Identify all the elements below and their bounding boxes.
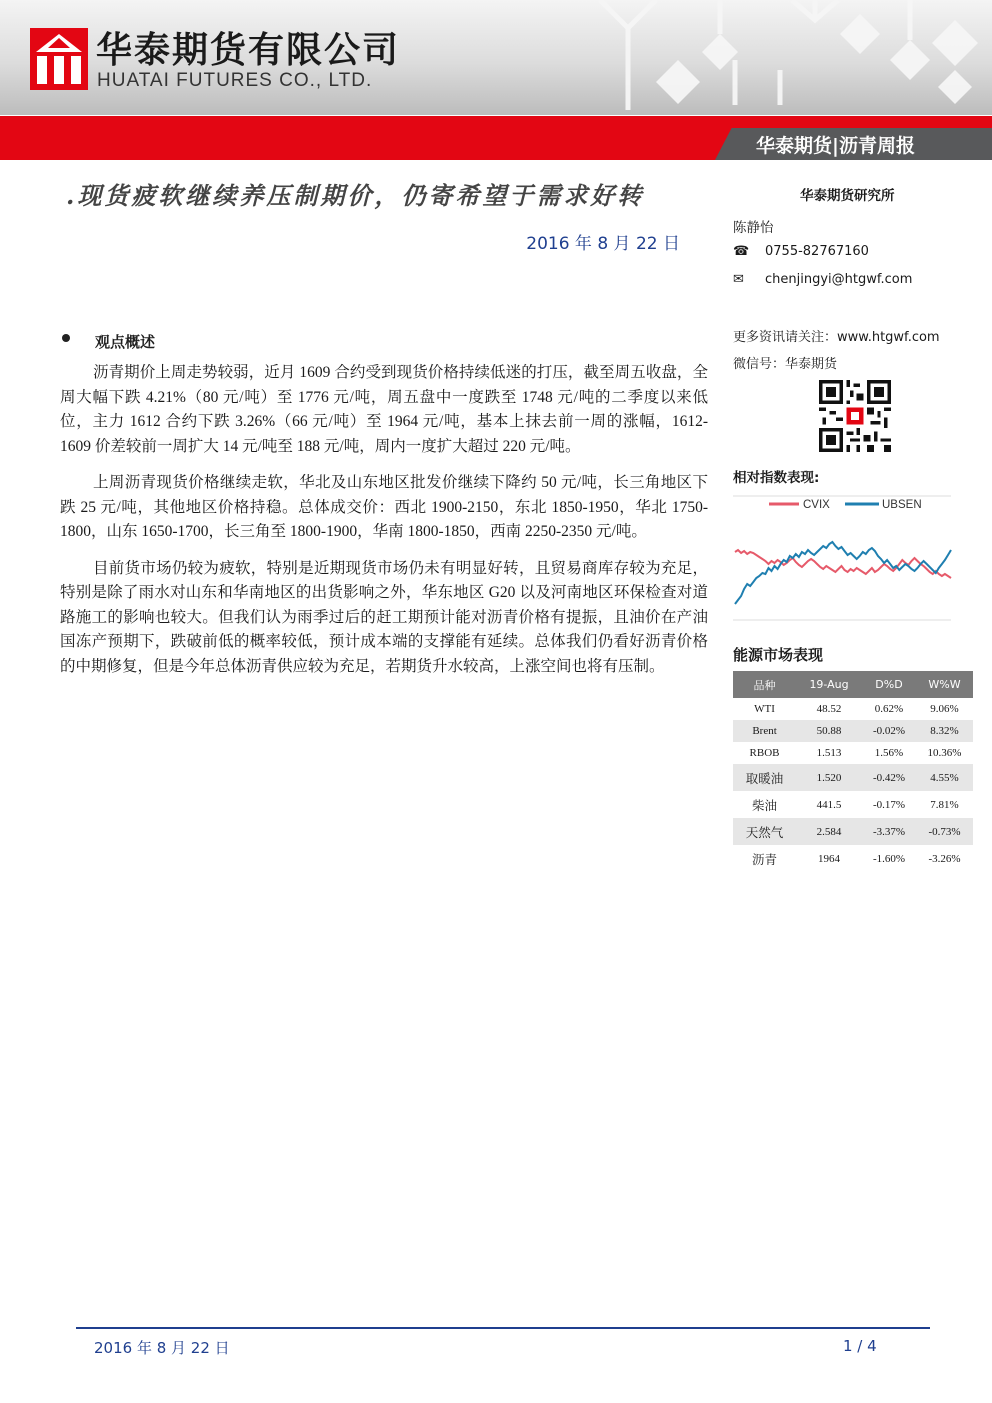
phone-number: 0755-82767160 [765,244,869,259]
cell-dd: -3.37% [862,818,916,845]
legend-label-ubsen: UBSEN [882,499,922,511]
cell-ww: 9.06% [930,703,959,715]
cell-ww: 8.32% [916,720,973,742]
report-date: 2016 年 8 月 22 日 [526,234,680,254]
legend-label-cvix: CVIX [803,499,830,511]
cell-ww: -0.73% [916,818,973,845]
report-title: .现货疲软继续养压制期价，仍寄希望于需求好转 [66,181,645,210]
table-header-row [733,671,973,698]
mail-icon: ✉ [733,272,744,287]
cell-dd: -0.17% [872,798,906,811]
paragraph: 沥青期价上周走势较弱，近月 1609 合约受到现货价格持续低迷的打压，截至周五收盘，全周大幅下跌 4.21%（80 元/吨）至 1776 元/吨，周五盘中一度跌至 1748 元/吨的二季度以来低位，主力 1612 合约下跌 3.26%（66 元/吨）至 1964 元/吨，基本上抹去前一周的涨幅，1612-1609 价差较前一周扩大 14 元/吨至 188 元/吨，周内一度扩大超过 220 元/吨。 [60,364,708,455]
cell-price: 1.513 [816,747,842,759]
cell-dd: 0.62% [874,703,904,715]
cell-price: 2.584 [796,818,862,845]
cell-name: 取暖油 [733,764,796,791]
energy-market-table [733,671,973,872]
phone-icon: ☎ [733,244,750,259]
market-table-title: 能源市场表现 [733,646,824,664]
cell-name: 天然气 [733,818,796,845]
company-name-cn: 华泰期货有限公司 [96,30,401,71]
bullet-icon [62,334,70,342]
cell-ww: 7.81% [930,798,959,811]
table-row [733,742,973,764]
cell-name: RBOB [749,747,780,759]
cell-name: 沥青 [752,851,778,867]
cell-dd: -0.42% [862,764,916,791]
col-header: 19-Aug [796,671,862,698]
header-band [0,0,992,115]
section-title: 观点概述 [95,333,156,351]
qr-code-icon [819,380,891,452]
index-line-chart [733,492,953,622]
cell-dd: -0.02% [862,720,916,742]
cell-dd: 1.56% [874,747,904,759]
page-number: 1 / 4 [843,1337,877,1355]
paragraph: 上周沥青现货价格继续走软，华北及山东地区批发价继续下降约 50 元/吨，长三角地区下跌 25 元/吨，其他地区价格持稳。总体成交价：西北 1900-2150，东北 1850-1950，华北 1750-1800，山东 1650-1700，长三角至 1800-1900，华南 1800-1850，西南 2250-2350 元/吨。 [60,474,708,540]
table-row [733,764,973,791]
series-line-ubsen [735,542,951,604]
cell-ww: 10.36% [927,747,962,759]
phone-row [733,244,869,259]
series-line-cvix [735,550,951,578]
follow-text: 更多资讯请关注：www.htgwf.com [733,330,940,345]
table-row [733,818,973,845]
cell-ww: 4.55% [916,764,973,791]
cell-dd: -1.60% [872,852,906,865]
cell-price: 1.520 [796,764,862,791]
cell-price: 441.5 [816,798,842,811]
table-row [733,720,973,742]
col-header: 品种 [733,671,796,698]
company-logo-icon [30,28,88,90]
footer-date: 2016 年 8 月 22 日 [94,1339,230,1357]
col-header: W%W [916,671,973,698]
email-row [733,272,912,287]
table-row [733,791,973,818]
cell-name: 柴油 [752,797,778,813]
cell-price: 1964 [818,852,841,865]
col-header: D%D [862,671,916,698]
email-link[interactable]: chenjingyi@htgwf.com [765,272,913,287]
table-row [733,698,973,720]
cell-name: WTI [754,703,775,715]
report-type-label: 华泰期货|沥青周报 [756,135,915,157]
institute-name: 华泰期货研究所 [800,188,895,204]
header-decoration [560,0,992,115]
cell-ww: -3.26% [928,852,961,865]
analyst-name: 陈静怡 [733,220,774,236]
cell-price: 50.88 [796,720,862,742]
table-row [733,845,973,872]
body-text [60,361,708,691]
footer-divider [76,1327,930,1329]
cell-price: 48.52 [816,703,842,715]
index-chart-title: 相对指数表现: [733,470,820,486]
paragraph: 目前货市场仍较为疲软，特别是近期现货市场仍未有明显好转，且贸易商库存较为充足，特别是除了雨水对山东和华南地区的出货影响之外，华东地区 G20 以及河南地区环保检查对道路施工的影响也较大。但我们认为雨季过后的赶工期预计能对沥青价格有提振，且油价在产油国冻产预期下，跌破前低的概率较低，预计成本端的支撑能有延续。总体我们仍看好沥青价格的中期修复，但是今年总体沥青供应较为充足，若期货升水较高，上涨空间也将有压制。 [60,559,708,675]
wechat-text: 微信号：华泰期货 [733,357,838,372]
company-name-en: HUATAI FUTURES CO., LTD. [97,70,373,91]
cell-name: Brent [733,720,796,742]
